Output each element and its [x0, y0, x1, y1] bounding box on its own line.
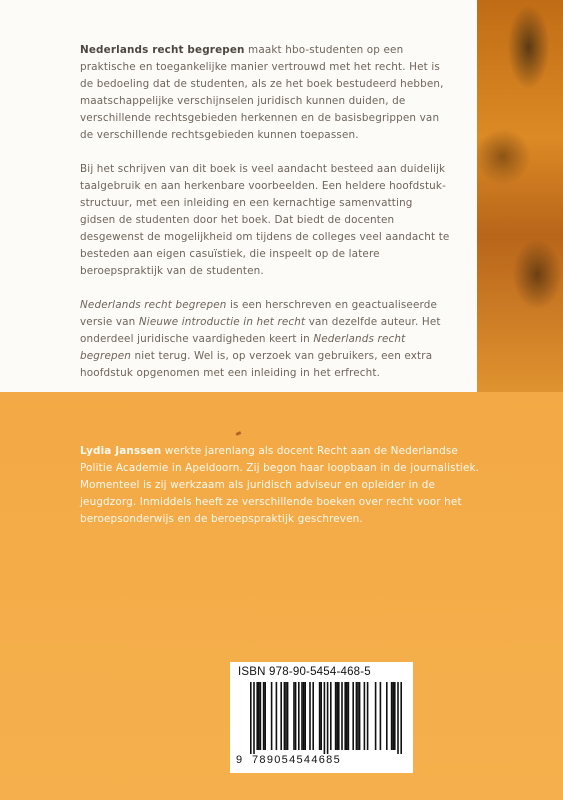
- barcode-bar: [280, 682, 282, 750]
- decorative-mark: [236, 431, 242, 436]
- barcode-bar: [256, 682, 258, 750]
- cover-photo-strip: [477, 0, 563, 392]
- barcode-bar: [364, 682, 366, 750]
- barcode-bar: [324, 682, 326, 758]
- barcode-bar: [335, 682, 337, 750]
- barcode-bar: [386, 682, 388, 750]
- barcode-bar: [309, 682, 311, 750]
- barcode-bar: [336, 682, 338, 750]
- ean-digits: 789054544685: [250, 754, 404, 766]
- barcode-bar: [304, 682, 306, 750]
- isbn-number: ISBN 978-90-5454-468-5: [238, 666, 371, 678]
- description-paragraph-1: Nederlands recht begrepen maakt hbo-studenten op een praktische en toegankelijke manier vertrouwd met het recht. Het is de bedoeling dat de studenten, als ze het boek bestudeerd hebben, maatschappelijke verschijnselen juridisch kunnen duiden, de verschillende rechtsgebieden herkennen en de basisbegrippen van de verschillende rechtsgebieden kunnen toepassen.: [80, 44, 444, 141]
- barcode-bar: [391, 682, 393, 750]
- barcode-bar: [258, 682, 260, 750]
- author-bio-text: werkte jarenlang als docent Recht aan de Nederlandse Politie Academie in Apeldoorn. Zij begon haar loopbaan in de journalistiek. Momenteel is zij werkzaam als juridisch adviseur en opleider in de jeugdzorg. Inmiddels heeft ze verschillende boeken over recht voor het beroepsonderwijs en de beroepspraktijk geschreven.: [80, 445, 480, 525]
- description-paragraph-3: Nederlands recht begrepen is een herschreven en geactualiseerde versie van Nieuwe introductie in het recht van dezelfde auteur. Het onderdeel juridische vaardigheden keert in Nederlands recht begrepen niet terug. Wel is, op verzoek van gebruikers, een extra hoofdstuk opgenomen met een inleiding in het erfrecht.: [80, 299, 441, 379]
- author-name: Lydia Janssen: [80, 445, 162, 457]
- barcode-bar: [293, 682, 295, 750]
- previous-title-italic: Nieuwe introductie in het recht: [138, 316, 306, 328]
- book-title-italic: Nederlands recht begrepen: [80, 333, 406, 362]
- barcode-bar: [348, 682, 350, 750]
- author-bio: [80, 443, 485, 528]
- barcode-bar: [397, 682, 399, 758]
- book-title-italic: Nederlands recht begrepen: [80, 299, 227, 311]
- barcode-bar: [400, 682, 402, 758]
- barcode-bar: [285, 682, 287, 750]
- barcode-bar: [312, 682, 314, 750]
- barcode-bar: [263, 682, 265, 750]
- description-paragraph-2: Bij het schrijven van dit boek is veel aandacht besteed aan duidelijk taalgebruik en aan herkenbare voorbeelden. Een heldere hoofdstuk-structuur, met een inleiding en een kernachtige samenvatting gidsen de studenten door het boek. Dat biedt de docenten desgewenst de mogelijkheid om tijdens de colleges veel aandacht te besteden aan eigen casuïstiek, die inspeelt op de latere beroepspraktijk van de studenten.: [80, 163, 450, 277]
- barcode-bar: [250, 682, 252, 758]
- barcode-bar: [260, 682, 262, 750]
- barcode-bar: [394, 682, 396, 750]
- barcode-bar: [284, 682, 286, 750]
- barcode-bar: [392, 682, 394, 750]
- barcode-bar: [271, 682, 273, 750]
- barcode-bar: [276, 682, 278, 750]
- barcode-bar: [264, 682, 266, 750]
- barcode-bar: [346, 682, 348, 750]
- barcode-bar: [375, 682, 377, 750]
- book-description: [80, 42, 450, 399]
- barcode-bar: [298, 682, 300, 750]
- barcode-bar: [352, 682, 354, 750]
- barcode-bar: [359, 682, 361, 750]
- barcode-label: [230, 662, 413, 773]
- barcode-bar: [380, 682, 382, 750]
- barcode-bar: [367, 682, 369, 750]
- barcode-bar: [327, 682, 329, 758]
- barcode-bar: [338, 682, 340, 750]
- barcode-bar: [330, 682, 332, 750]
- ean-barcode: [250, 682, 402, 758]
- barcode-bar: [344, 682, 346, 750]
- barcode-bar: [341, 682, 343, 750]
- book-title: Nederlands recht begrepen: [80, 44, 245, 56]
- barcode-bar: [303, 682, 305, 750]
- barcode-bar: [356, 682, 358, 750]
- barcode-bar: [295, 682, 297, 750]
- barcode-bar: [287, 682, 289, 750]
- barcode-bar: [301, 682, 303, 750]
- ean-first-digit: 9: [236, 754, 243, 766]
- barcode-bar: [320, 682, 322, 750]
- barcode-bar: [319, 682, 321, 750]
- barcode-bar: [357, 682, 359, 750]
- barcode-bar: [253, 682, 255, 758]
